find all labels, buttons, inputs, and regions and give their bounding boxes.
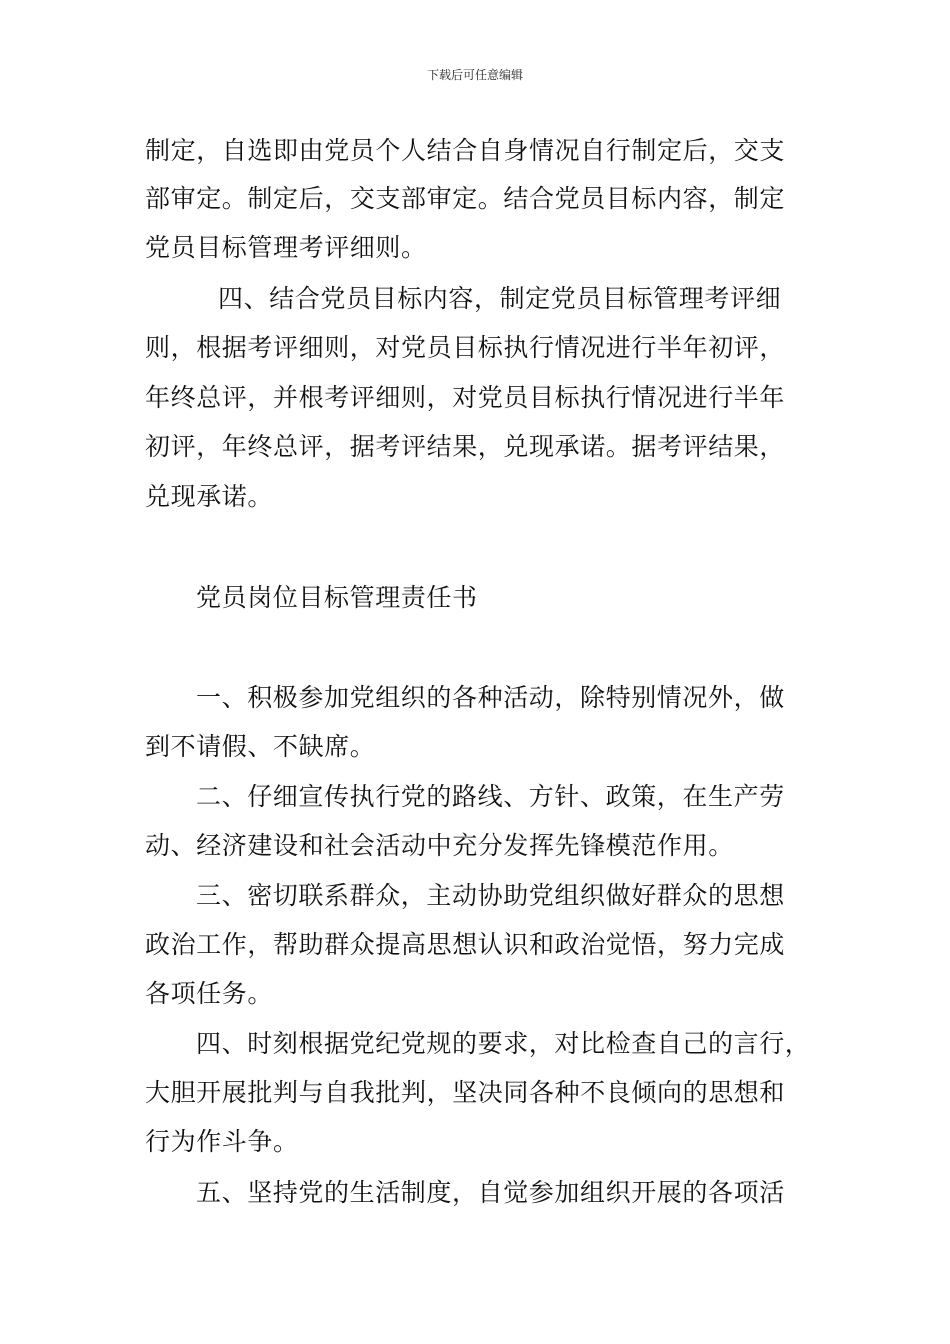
paragraph-line: 三、密切联系群众，主动协助党组织做好群众的思想	[196, 881, 785, 910]
paragraph-line: 年终总评，并根考评细则，对党员目标执行情况进行半年	[145, 383, 786, 412]
paragraph-line: 各项任务。	[145, 979, 274, 1008]
paragraph-line: 一、积极参加党组织的各种活动，除特别情况外，做	[196, 683, 785, 712]
paragraph-line: 行为作斗争。	[145, 1127, 299, 1156]
paragraph-line: 二、仔细宣传执行党的路线、方针、政策，在生产劳	[196, 782, 785, 811]
paragraph-line: 则，根据考评细则，对党员目标执行情况进行半年初评，	[145, 333, 786, 362]
paragraph-line: 制定，自选即由党员个人结合自身情况自行制定后，交支	[145, 136, 786, 165]
paragraph-line: 四、时刻根据党纪党规的要求，对比检查自己的言行，	[196, 1029, 811, 1058]
paragraph-line: 初评，年终总评，据考评结果，兑现承诺。据考评结果，	[145, 432, 786, 461]
section-title: 党员岗位目标管理责任书	[196, 583, 478, 612]
paragraph-line: 四、结合党员目标内容，制定党员目标管理考评细	[218, 284, 782, 313]
paragraph-line: 兑现承诺。	[145, 482, 274, 511]
paragraph-line: 部审定。制定后，交支部审定。结合党员目标内容，制定	[145, 184, 786, 213]
paragraph-line: 动、经济建设和社会活动中充分发挥先锋模范作用。	[145, 831, 734, 860]
paragraph-line: 政治工作，帮助群众提高思想认识和政治觉悟，努力完成	[145, 930, 786, 959]
paragraph-line: 大胆开展批判与自我批判，坚决同各种不良倾向的思想和	[145, 1078, 786, 1107]
paragraph-line: 到不请假、不缺席。	[145, 732, 376, 761]
page-header: 下载后可任意编辑	[426, 68, 523, 82]
paragraph-line: 五、坚持党的生活制度，自觉参加组织开展的各项活	[196, 1178, 785, 1207]
paragraph-line: 党员目标管理考评细则。	[145, 233, 427, 262]
